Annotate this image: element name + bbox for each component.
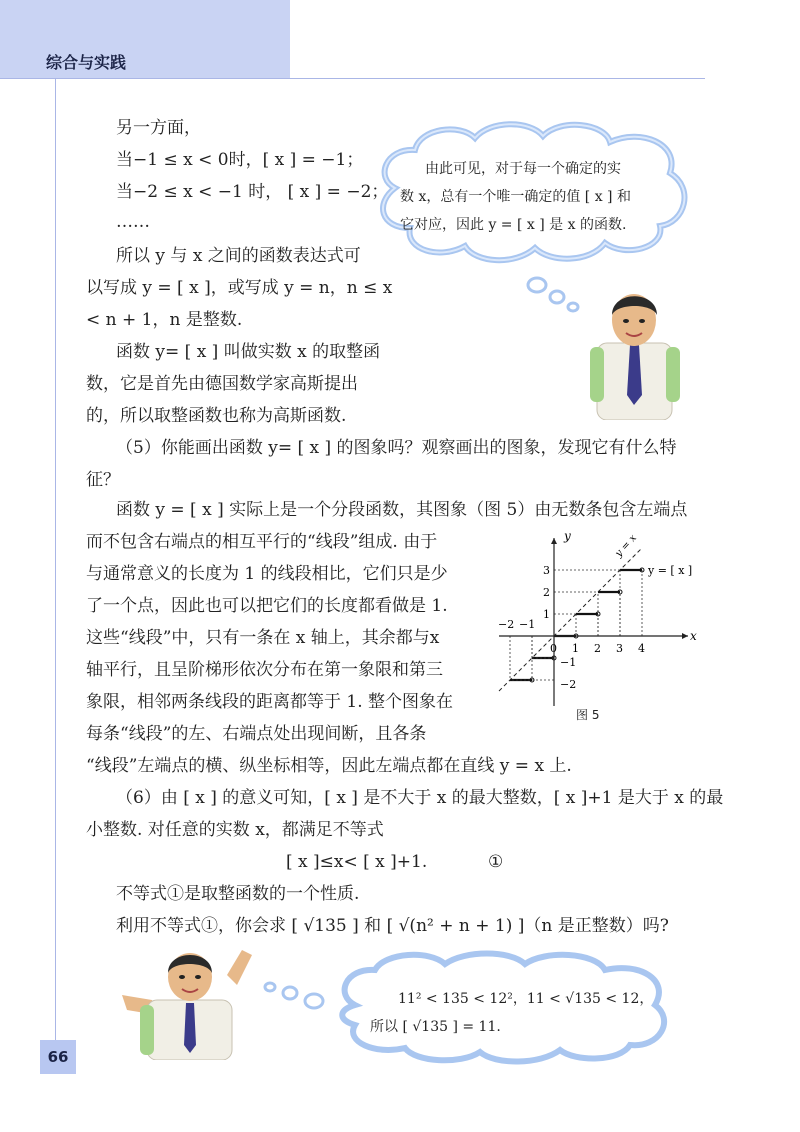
body-line-14: 而不包含右端点的相互平行的“线段”组成. 由于	[86, 532, 438, 552]
tick-y-2: 2	[543, 586, 550, 599]
line-label-y-eq-x: y = x	[613, 532, 639, 560]
body-line-25: 利用不等式①，你会求 [ √135 ] 和 [ √(n² + n + 1) ]（n 是正整数）吗?	[116, 916, 669, 936]
step-function-graph	[488, 528, 703, 728]
body-line-10: 的，所以取整函数也称为高斯函数.	[86, 406, 347, 426]
func-label: y = [ x ]	[648, 564, 693, 577]
body-line-3: 当−2 ≤ x < −1 时， [ x ] = −2；	[116, 182, 389, 202]
tick-x-0: 0	[550, 642, 557, 655]
cloud-bottom-line-2: 所以 [ √135 ] = 11.	[370, 1019, 501, 1035]
tick-x-3: 3	[616, 642, 623, 655]
body-line-6: 以写成 y = [ x ]，或写成 y = n，n ≤ x	[86, 278, 393, 298]
tick-y-neg2: −2	[560, 678, 577, 691]
body-line-5: 所以 y 与 x 之间的函数表达式可	[116, 246, 361, 266]
body-line-13: 函数 y = [ x ] 实际上是一个分段函数，其图象（图 5）由无数条包含左端点	[116, 500, 688, 520]
tick-x-1: 1	[572, 642, 579, 655]
body-line-17: 这些“线段”中，只有一条在 x 轴上，其余都与x	[86, 628, 440, 648]
header-band	[0, 0, 290, 78]
page-number: 66	[40, 1040, 76, 1074]
figure-5	[488, 528, 703, 728]
body-line-8: 函数 y= [ x ] 叫做实数 x 的取整函	[116, 342, 381, 362]
thought-bubbles-top	[525, 275, 585, 315]
inequality-formula: [ x ]≤x< [ x ]+1.	[286, 852, 428, 872]
body-line-7: < n + 1，n 是整数.	[86, 310, 243, 330]
body-line-23: 小整数. 对任意的实数 x，都满足不等式	[86, 820, 384, 840]
tick-y-3: 3	[543, 564, 550, 577]
body-line-20: 每条“线段”的左、右端点处出现间断，且各条	[86, 724, 427, 744]
figure-caption: 图 5	[576, 708, 600, 722]
body-line-11: （5）你能画出函数 y= [ x ] 的图象吗？观察画出的图象，发现它有什么特	[116, 438, 677, 458]
tick-y-1: 1	[543, 608, 550, 621]
body-line-24: 不等式①是取整函数的一个性质.	[116, 884, 360, 904]
body-line-22: （6）由 [ x ] 的意义可知，[ x ] 是不大于 x 的最大整数，[ x ]+1 是大于 x 的最	[116, 788, 724, 808]
body-line-15: 与通常意义的长度为 1 的线段相比，它们只是少	[86, 564, 448, 584]
tick-x-4: 4	[638, 642, 645, 655]
cloud-top-line-1: 由此可见，对于每一个确定的实	[425, 161, 621, 177]
tick-x-neg1: −1	[519, 618, 536, 631]
thought-bubbles-bottom	[262, 975, 332, 1015]
cloud-bottom-line-1: 11² < 135 < 12²，11 < √135 < 12，	[398, 991, 654, 1007]
tick-x-neg2: −2	[498, 618, 515, 631]
margin-rule	[55, 78, 56, 1053]
section-title: 综合与实践	[46, 53, 127, 72]
header-divider	[0, 78, 705, 79]
body-line-1: 另一方面，	[116, 118, 201, 138]
cloud-top-line-3: 它对应，因此 y = [ x ] 是 x 的函数.	[400, 217, 627, 233]
body-line-19: 象限，相邻两条线段的距离都等于 1. 整个图象在	[86, 692, 454, 712]
tick-y-neg1: −1	[560, 656, 577, 669]
body-line-12: 征？	[86, 470, 120, 490]
inequality-marker: ①	[488, 852, 504, 872]
axis-label-x: x	[690, 629, 697, 643]
body-line-21: “线段”左端点的横、纵坐标相等，因此左端点都在直线 y = x 上.	[86, 756, 572, 776]
axis-label-y: y	[564, 529, 571, 543]
body-line-9: 数，它是首先由德国数学家高斯提出	[86, 374, 358, 394]
boy-illustration-bottom	[112, 945, 262, 1060]
body-line-18: 轴平行，且呈阶梯形依次分布在第一象限和第三	[86, 660, 443, 680]
boy-illustration-top	[582, 285, 687, 420]
cloud-top-line-2: 数 x，总有一个唯一确定的值 [ x ] 和	[400, 189, 631, 205]
body-line-16: 了一个点，因此也可以把它们的长度都看做是 1.	[86, 596, 448, 616]
body-line-4: ……	[116, 212, 150, 232]
tick-x-2: 2	[594, 642, 601, 655]
body-line-2: 当−1 ≤ x < 0时，[ x ] = −1；	[116, 150, 364, 170]
